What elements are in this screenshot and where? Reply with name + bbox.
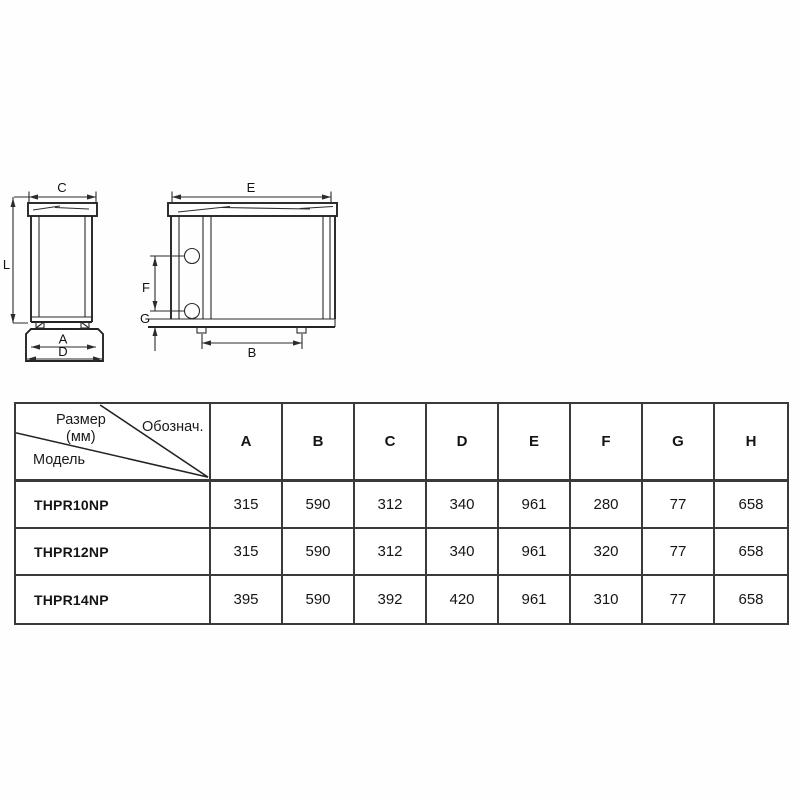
dimension-value: 77 — [643, 576, 715, 623]
dimension-value: 315 — [211, 482, 283, 529]
dim-label-b: B — [247, 345, 257, 360]
dimensions-table — [14, 402, 789, 625]
dimension-value: 590 — [283, 529, 355, 576]
dimension-value: 310 — [571, 576, 643, 623]
col-header-h: H — [715, 404, 787, 482]
g-dimension — [140, 311, 158, 351]
pipe-ports — [150, 249, 200, 319]
model-name: THPR12NP — [16, 529, 211, 576]
side-top-cap — [28, 203, 97, 216]
col-header-d: D — [427, 404, 499, 482]
dimension-value: 658 — [715, 529, 787, 576]
dimension-value: 395 — [211, 576, 283, 623]
col-header-g: G — [643, 404, 715, 482]
table-corner-cell — [16, 404, 211, 482]
col-header-c: C — [355, 404, 427, 482]
e-dimension — [172, 180, 331, 202]
dim-label-e: E — [246, 180, 256, 195]
dimension-value: 280 — [571, 482, 643, 529]
model-name: THPR14NP — [16, 576, 211, 623]
side-body — [31, 216, 92, 328]
dim-label-l: L — [2, 257, 11, 272]
dimension-value: 961 — [499, 529, 571, 576]
l-dimension — [3, 197, 28, 323]
front-body — [148, 216, 335, 327]
col-header-b: B — [283, 404, 355, 482]
dim-label-g: G — [139, 311, 151, 326]
dimension-value: 320 — [571, 529, 643, 576]
dimension-value: 315 — [211, 529, 283, 576]
model-name: THPR10NP — [16, 482, 211, 529]
dimension-value: 312 — [355, 529, 427, 576]
dimension-value: 961 — [499, 576, 571, 623]
dimension-value: 340 — [427, 482, 499, 529]
dim-label-a: A — [58, 331, 68, 347]
dim-label-c: C — [57, 180, 67, 195]
c-dimension — [14, 180, 96, 202]
side-view-diagram — [3, 180, 103, 362]
dimension-value: 340 — [427, 529, 499, 576]
col-header-e: E — [499, 404, 571, 482]
front-view-diagram — [140, 180, 337, 360]
dimension-value: 392 — [355, 576, 427, 623]
dimension-value: 420 — [427, 576, 499, 623]
f-dimension — [142, 256, 157, 311]
dimension-value: 77 — [643, 529, 715, 576]
dimension-value: 590 — [283, 482, 355, 529]
dimension-value: 312 — [355, 482, 427, 529]
dimension-value: 77 — [643, 482, 715, 529]
corner-model-label: Модель — [33, 452, 86, 468]
corner-designation-label: Обознач. — [142, 419, 204, 435]
dim-label-d: D — [58, 344, 68, 359]
lower-pipe-port-icon — [185, 304, 200, 319]
dimension-value: 590 — [283, 576, 355, 623]
dimension-value: 658 — [715, 482, 787, 529]
corner-size-label: Размер — [56, 412, 106, 428]
front-top-cap — [168, 203, 337, 216]
upper-pipe-port-icon — [185, 249, 200, 264]
dim-label-f: F — [142, 280, 150, 295]
col-header-a: A — [211, 404, 283, 482]
dimensional-drawing — [0, 0, 800, 395]
dimension-value: 961 — [499, 482, 571, 529]
dimension-value: 658 — [738, 591, 764, 608]
corner-size-unit-label: (мм) — [66, 429, 96, 445]
b-dimension — [202, 334, 302, 360]
col-header-f: F — [571, 404, 643, 482]
